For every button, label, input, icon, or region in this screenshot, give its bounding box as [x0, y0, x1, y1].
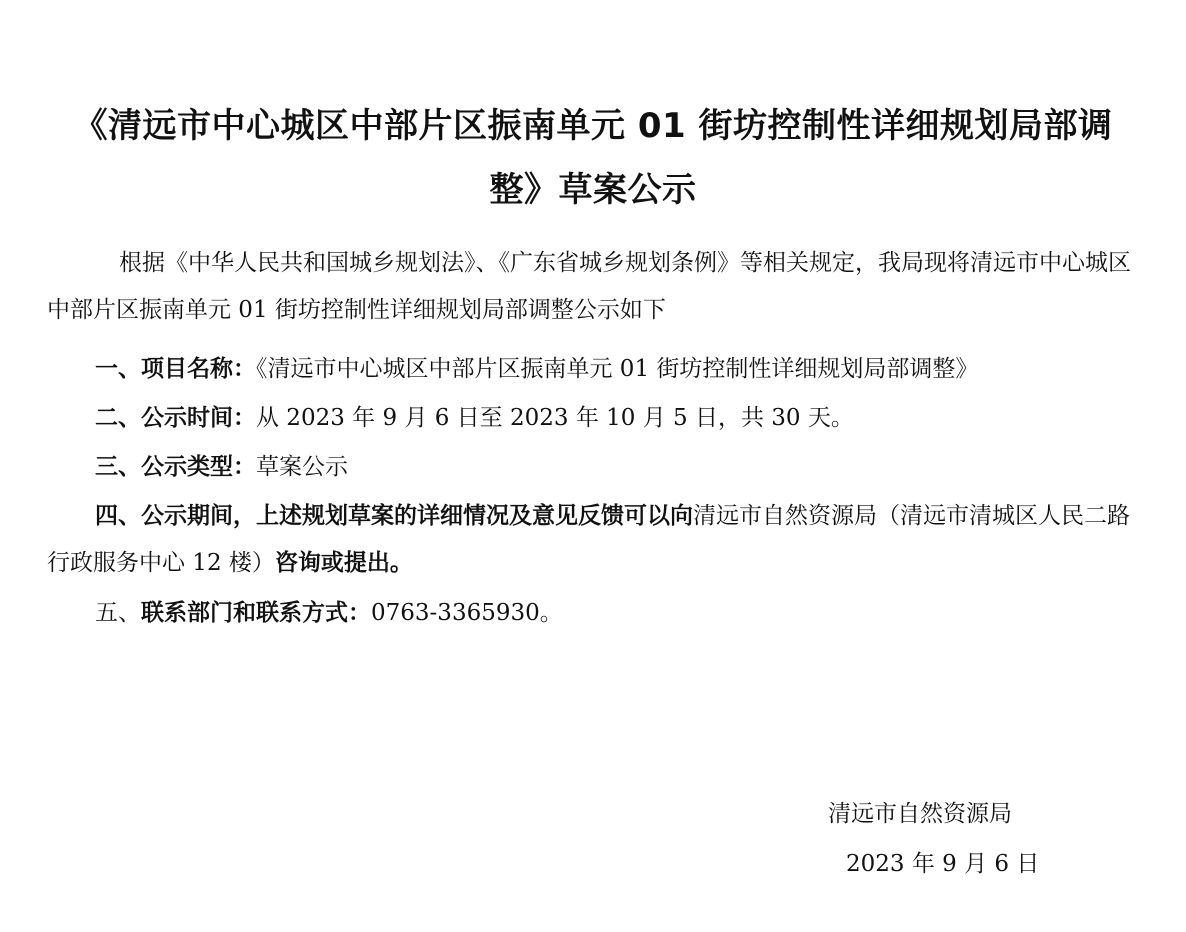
item-label: 一、项目名称： — [95, 356, 256, 382]
signature-date: 2023 年 9 月 6 日 — [846, 851, 1040, 877]
item-value: 清远市自然资源局（清远市清城区人民二路行政服务中心 12 楼） — [47, 503, 1130, 576]
item-project-name — [47, 346, 1147, 393]
intro-paragraph — [47, 240, 1147, 334]
signature-organization: 清远市自然资源局 — [828, 801, 1012, 827]
item-value: 草案公示 — [256, 454, 348, 480]
intro-text-1: 根据《中华人民共和国城乡规划法》、《广东省城乡规划条例》等相关规定，我局现将清 — [119, 250, 993, 276]
item-suffix: 咨询或提出。 — [274, 550, 413, 576]
item-label: 二、公示时间： — [95, 405, 256, 431]
item-value: 0763-3365930。 — [371, 600, 563, 626]
item-prefix: 五、 — [95, 600, 141, 626]
item-publicity-time — [47, 395, 1147, 442]
item-label: 四、公示期间，上述规划草案的详细情况及意见反馈可以向 — [95, 503, 693, 529]
intro-text-2: 远市中心城区中部片区振南单元 01 街坊控制性详细规划局部调整公示如下 — [47, 250, 1131, 323]
item-contact — [47, 590, 1147, 637]
document-title-line-2: 整》草案公示 — [489, 170, 697, 210]
item-label: 联系部门和联系方式： — [141, 600, 371, 626]
document-title-line-1: 《清远市中心城区中部片区振南单元 01 街坊控制性详细规划局部调 — [73, 106, 1113, 146]
item-label: 三、公示类型： — [95, 454, 256, 480]
item-value: 《清远市中心城区中部片区振南单元 01 街坊控制性详细规划局部调整》 — [256, 356, 979, 382]
item-value: 从 2023 年 9 月 6 日至 2023 年 10 月 5 日，共 30 天。 — [256, 405, 854, 431]
item-feedback — [47, 493, 1147, 587]
item-publicity-type — [47, 444, 1147, 491]
